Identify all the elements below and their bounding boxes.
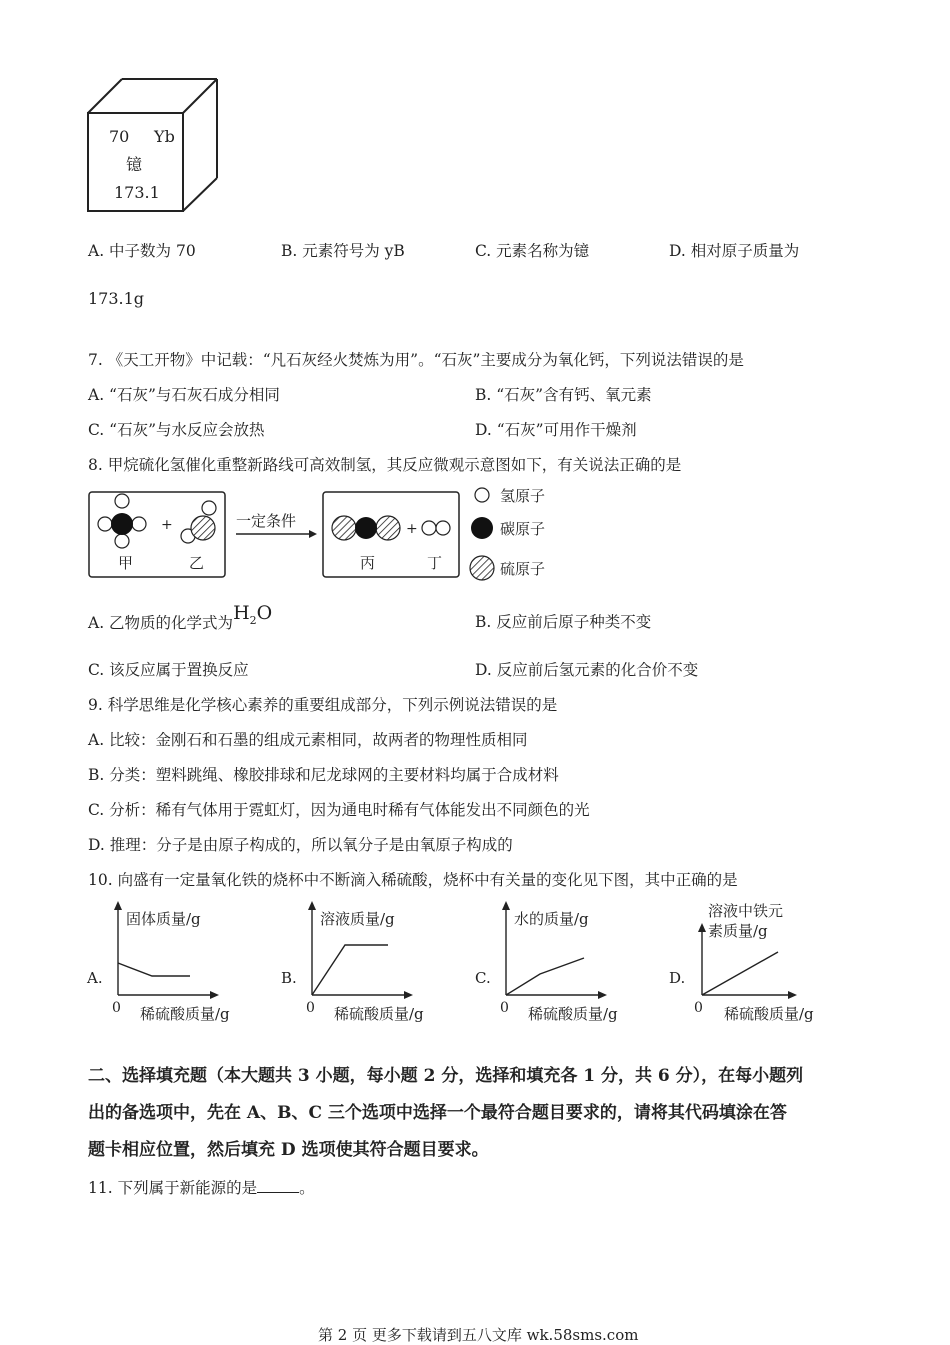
carbon-atom [111,513,133,535]
legend-carbon: 碳原子 [500,520,546,538]
label-bing: 丙 [360,554,376,572]
q6-option-d-continued: 173.1g [88,289,145,308]
formula-subscript: 2 [249,614,257,628]
q8-option-b: B. 反应前后原子种类不变 [475,613,652,631]
x-axis-label: 稀硫酸质量/g [140,1005,230,1023]
formula-o: O [256,602,273,624]
q8-option-a [88,602,273,639]
series-line [312,945,388,995]
q6-option-a: A. 中子数为 70 [88,242,196,260]
q6-option-c: C. 元素名称为镱 [475,242,590,260]
section2-line3: 题卡相应位置，然后填充 D 选项使其符合题目要求。 [88,1140,489,1160]
q8-stem: 8. 甲烷硫化氢催化重整新路线可高效制氢，其反应微观示意图如下，有关说法正确的是 [88,456,682,474]
sulfur-atom [191,516,215,540]
x-axis-label: 稀硫酸质量/g [334,1005,424,1023]
q7-option-b: B. “石灰”含有钙、氧元素 [475,386,652,404]
sulfur-atom [376,516,400,540]
graph-d [666,898,846,1028]
reaction-diagram [84,482,564,582]
origin-label: 0 [500,1000,509,1016]
y-axis-label: 水的质量/g [514,910,589,928]
graph-letter: D. [669,969,686,987]
graph-letter: A. [87,969,103,987]
q9-option-b: B. 分类：塑料跳绳、橡胶排球和尼龙球网的主要材料均属于合成材料 [88,766,559,784]
q9-stem: 9. 科学思维是化学核心素养的重要组成部分，下列示例说法错误的是 [88,696,558,714]
label-yi: 乙 [189,554,205,572]
legend-hydrogen-icon [475,488,489,502]
q8-option-c: C. 该反应属于置换反应 [88,661,249,679]
graph-b [278,898,458,1028]
section2-line1: 二、选择填充题（本大题共 3 小题，每小题 2 分，选择和填充各 1 分，共 6 分），在每小题列 [88,1066,804,1086]
y-axis-label: 溶液质量/g [320,910,395,928]
series-line [506,958,584,995]
q7-option-c: C. “石灰”与水反应会放热 [88,421,265,439]
graph-letter: B. [281,969,297,987]
legend-sulfur: 硫原子 [500,560,546,578]
origin-label: 0 [306,1000,315,1016]
legend-sulfur-icon [470,556,494,580]
legend-carbon-icon [471,517,493,539]
hydrogen-atom [98,517,112,531]
answer-blank [257,1178,299,1193]
q7-option-d: D. “石灰”可用作干燥剂 [475,421,637,439]
q11-stem: 11. 下列属于新能源的是 [88,1179,258,1197]
q8-option-a-text: A. 乙物质的化学式为 [88,614,234,632]
q6-option-b: B. 元素符号为 yB [281,242,405,260]
series-line [118,963,190,976]
q10-stem: 10. 向盛有一定量氧化铁的烧杯中不断滴入稀硫酸，烧杯中有关量的变化见下图，其中正确的是 [88,871,738,889]
series-line [702,952,778,995]
x-axis-label: 稀硫酸质量/g [528,1005,618,1023]
y-axis-label: 固体质量/g [126,910,201,928]
q7-stem: 7. 《天工开物》中记载：“凡石灰经火焚炼为用”。“石灰”主要成分为氧化钙，下列说法错误的是 [88,351,744,369]
hydrogen-atom [436,521,450,535]
element-mass: 173.1 [114,183,160,202]
section2-line2: 出的备选项中，先在 A、B、C 三个选项中选择一个最符合题目要求的，请将其代码填涂在答 [88,1103,787,1123]
element-card-figure [84,75,224,220]
q7-option-a: A. “石灰”与石灰石成分相同 [88,386,280,404]
y-axis-label-line2: 素质量/g [708,922,768,940]
hydrogen-atom [115,534,129,548]
q9-option-a: A. 比较：金刚石和石墨的组成元素相同，故两者的物理性质相同 [88,731,528,749]
q11 [88,1178,315,1198]
page-footer: 第 2 页 更多下载请到五八文库 wk.58sms.com [318,1326,639,1344]
label-jia: 甲 [118,554,134,572]
plus-sign: + [161,517,173,533]
formula-h: H [233,602,250,624]
origin-label: 0 [112,1000,121,1016]
y-axis-label-line1: 溶液中铁元 [708,902,784,920]
hydrogen-atom [115,494,129,508]
label-ding: 丁 [427,554,443,572]
reaction-condition: 一定条件 [236,512,297,530]
element-name: 镱 [126,155,143,174]
sulfur-atom [332,516,356,540]
q11-tail: 。 [299,1179,315,1197]
element-symbol: Yb [154,127,175,146]
hydrogen-atom [132,517,146,531]
legend-hydrogen: 氢原子 [500,487,546,505]
q6-option-d: D. 相对原子质量为 [669,242,800,260]
element-number: 70 [109,127,130,146]
carbon-atom [355,517,377,539]
hydrogen-atom [202,501,216,515]
graph-c [472,898,652,1028]
q9-option-d: D. 推理：分子是由原子构成的，所以氧分子是由氧原子构成的 [88,836,513,854]
hydrogen-atom [422,521,436,535]
q8-option-d: D. 反应前后氢元素的化合价不变 [475,661,699,679]
x-axis-label: 稀硫酸质量/g [724,1005,814,1023]
graph-a [84,898,264,1028]
graph-letter: C. [475,969,491,987]
origin-label: 0 [694,1000,703,1016]
plus-sign: + [406,521,418,537]
q9-option-c: C. 分析：稀有气体用于霓虹灯，因为通电时稀有气体能发出不同颜色的光 [88,801,590,819]
